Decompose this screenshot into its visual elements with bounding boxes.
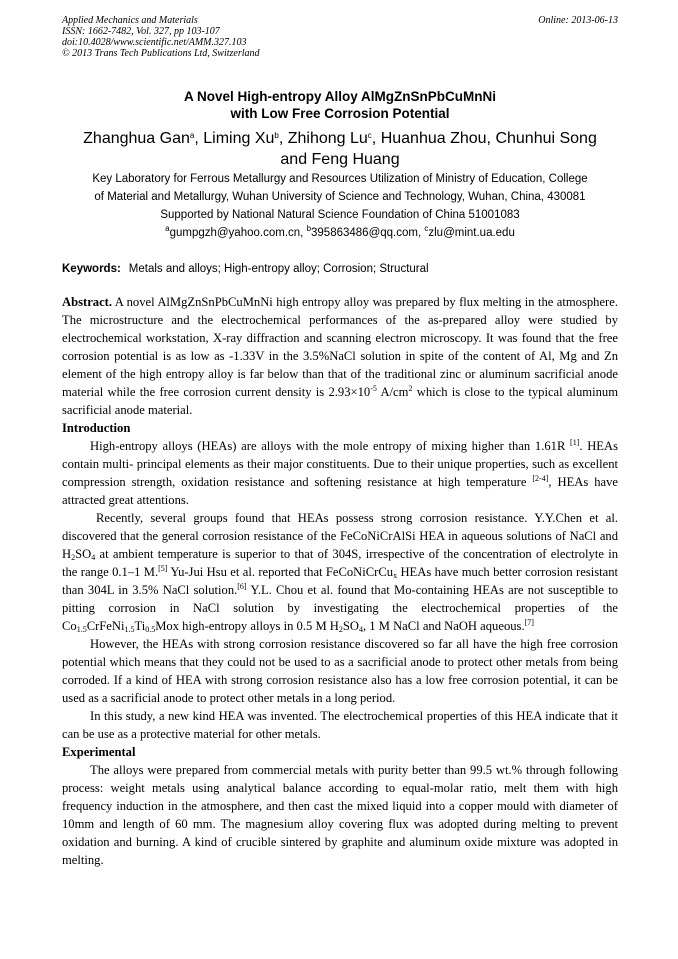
affiliation-mark: a bbox=[189, 131, 195, 140]
email-c[interactable]: zlu@mint.ua.edu bbox=[428, 227, 515, 239]
section-heading-experimental: Experimental bbox=[62, 745, 136, 759]
paragraph-text: Mox high-entropy alloys in 0.5 M H bbox=[155, 619, 339, 633]
experimental-paragraph-1: The alloys were prepared from commercial metals with purity better than 99.5 wt.% through following process: weight metals using analytical balance according to equal-molar ratio, melt them with high frequency induction in the atmosphere, and then cast the mixed liquid into a copper mould with diameter of 10mm and length of 60 mm. The magnesium alloy covering flux was adopted during melting to prevent oxidation and burning. A kind of crucible sintered by graphite and aluminum oxide mixture was adopted in melting. bbox=[62, 763, 618, 867]
keywords-label: Keywords: bbox=[62, 263, 121, 275]
paragraph-text: HEAs have much better corrosion resistant than 304L in 3.5% NaCl solution. bbox=[62, 565, 619, 597]
citation-ref: [1] bbox=[570, 438, 580, 447]
email-mark: b bbox=[306, 224, 312, 233]
abstract-text: A/cm bbox=[376, 385, 409, 399]
author-line-1: Zhanghua Gan$^a$, Liming Xu$^b$, Zhihong Lu$^c$, Huanhua Zhou, Chunhui Song bbox=[83, 130, 597, 147]
author-names: Huanhua Zhou, Chunhui Song bbox=[380, 130, 597, 147]
exponent: -5 bbox=[370, 384, 377, 393]
paragraph-text: SO bbox=[75, 547, 92, 561]
author-name: Zhihong Lu bbox=[287, 130, 368, 147]
citation-ref: [7] bbox=[524, 618, 534, 627]
citation-ref: [6] bbox=[237, 582, 247, 591]
paragraph-text: Yu-Jui Hsu et al. reported that FeCoNiCrCu bbox=[167, 565, 394, 579]
paper-body bbox=[62, 293, 618, 869]
subscript: 4 bbox=[359, 625, 363, 634]
paragraph-text: , HEAs have attracted great attentions. bbox=[62, 475, 618, 507]
paragraph-text: CrFeNi bbox=[86, 619, 125, 633]
online-date: Online: 2013-06-13 bbox=[538, 15, 618, 26]
issn-line: ISSN: 1662-7482, Vol. 327, pp 103-107 bbox=[62, 26, 220, 37]
paragraph-text: Y.L. Chou et al. found that Mo-containing HEAs are not susceptible to pitting corrosion in NaCl solution by investigating the electrochemical properties of the Co bbox=[62, 583, 618, 633]
keywords-text: Metals and alloys; High-entropy alloy; Corrosion; Structural bbox=[128, 263, 429, 275]
affiliation-line-2: of Material and Metallurgy, Wuhan University of Science and Technology, Wuhan, China, 430081 bbox=[94, 191, 586, 203]
author-list bbox=[62, 128, 618, 170]
paragraph-text: Ti bbox=[134, 619, 146, 633]
copyright-line: © 2013 Trans Tech Publications Ltd, Switzerland bbox=[62, 48, 260, 59]
affiliation-mark: b bbox=[274, 131, 279, 140]
subscript: 1.5 bbox=[124, 625, 135, 634]
abstract-text: A novel AlMgZnSnPbCuMnNi high entropy alloy was prepared by flux melting in the atmosphere. The microstructure and the electrochemical performances of the as-prepared alloy were studied by electrochemical workstation, X-ray diffraction and scanning electron microscopy. It was found that the free corrosion potential is as low as -1.33V in the 3.5%NaCl solution in spite of the content of Al, Mg and Zn element of the high entropy alloy is far below than that of the traditional zinc or aluminum sacrificial anode material while the free corrosion current density is 2.93×10 bbox=[62, 295, 618, 399]
abstract-text: which is close to the typical aluminum sacrificial anode material. bbox=[62, 385, 618, 417]
subscript: 2 bbox=[338, 625, 343, 634]
abstract-paragraph bbox=[62, 293, 618, 419]
email-mark: c bbox=[424, 224, 429, 233]
intro-paragraph-1 bbox=[62, 437, 618, 509]
intro-paragraph-2 bbox=[62, 509, 618, 635]
citation-ref: [2-4] bbox=[532, 474, 549, 483]
subscript: x bbox=[393, 571, 398, 580]
journal-name: Applied Mechanics and Materials bbox=[62, 15, 198, 26]
intro-paragraph-4: In this study, a new kind HEA was invented. The electrochemical properties of this HEA indicate that it can be use as a protective material for other metals. bbox=[62, 709, 618, 741]
section-heading-introduction: Introduction bbox=[62, 421, 131, 435]
paragraph-text: at ambient temperature is superior to that of 304S, irrespective of the concentration of electrolyte in the range 0.1–1 M. bbox=[62, 547, 618, 579]
author-name: Liming Xu bbox=[203, 130, 275, 147]
affiliation-mark: c bbox=[367, 131, 372, 140]
email-a[interactable]: gumpgzh@yahoo.com.cn, bbox=[169, 227, 304, 239]
paragraph-text: , 1 M NaCl and NaOH aqueous. bbox=[363, 619, 525, 633]
intro-paragraph-3: However, the HEAs with strong corrosion resistance discovered so far all have the high free corrosion potential which means that they could not be used to as a sacrificial anode to protect other metals from being corroded. If a kind of HEA with strong corrosion resistance also has a low free corrosion potential, it can be used as a sacrificial anode to protect other metals in a long period. bbox=[62, 637, 618, 705]
title-line-1: A Novel High-entropy Alloy AlMgZnSnPbCuMnNi bbox=[184, 89, 496, 104]
author-line-2: and Feng Huang bbox=[280, 151, 400, 168]
title-line-2: with Low Free Corrosion Potential bbox=[230, 106, 450, 121]
email-b[interactable]: 395863486@qq.com, bbox=[311, 227, 422, 239]
paragraph-text: High-entropy alloys (HEAs) are alloys with the mole entropy of mixing higher than 1.61R bbox=[90, 439, 571, 453]
paragraph-text: . HEAs contain multi- principal elements as their major constituents. Due to their unique properties, such as excellent compression strength, oxidation resistance and softening resistance at high temperature bbox=[62, 439, 618, 489]
keywords-line bbox=[62, 262, 618, 276]
affiliation-block bbox=[62, 170, 618, 242]
subscript: 2 bbox=[71, 553, 76, 562]
subscript: 1.5 bbox=[76, 625, 87, 634]
paragraph-text: Recently, several groups found that HEAs possess strong corrosion resistance. Y.Y.Chen et al. discovered that the general corrosion resistance of the FeCoNiCrAlSi HEA in aqueous solutions of NaCl and H bbox=[62, 511, 618, 561]
paragraph-text: SO bbox=[342, 619, 359, 633]
author-name: Zhanghua Gan bbox=[83, 130, 190, 147]
paper-title bbox=[62, 88, 618, 122]
running-header bbox=[62, 15, 618, 59]
doi-line: doi:10.4028/www.scientific.net/AMM.327.103 bbox=[62, 37, 247, 48]
subscript: 4 bbox=[91, 553, 96, 562]
affiliation-line-1: Key Laboratory for Ferrous Metallurgy and Resources Utilization of Ministry of Education, College bbox=[92, 173, 588, 185]
funding-line: Supported by National Natural Science Foundation of China 51001083 bbox=[160, 209, 520, 221]
abstract-label: Abstract. bbox=[62, 295, 113, 309]
subscript: 0.5 bbox=[145, 625, 156, 634]
citation-ref: [5] bbox=[158, 564, 168, 573]
exponent: 2 bbox=[408, 384, 413, 393]
email-mark: a bbox=[165, 224, 170, 233]
email-line bbox=[62, 224, 618, 242]
